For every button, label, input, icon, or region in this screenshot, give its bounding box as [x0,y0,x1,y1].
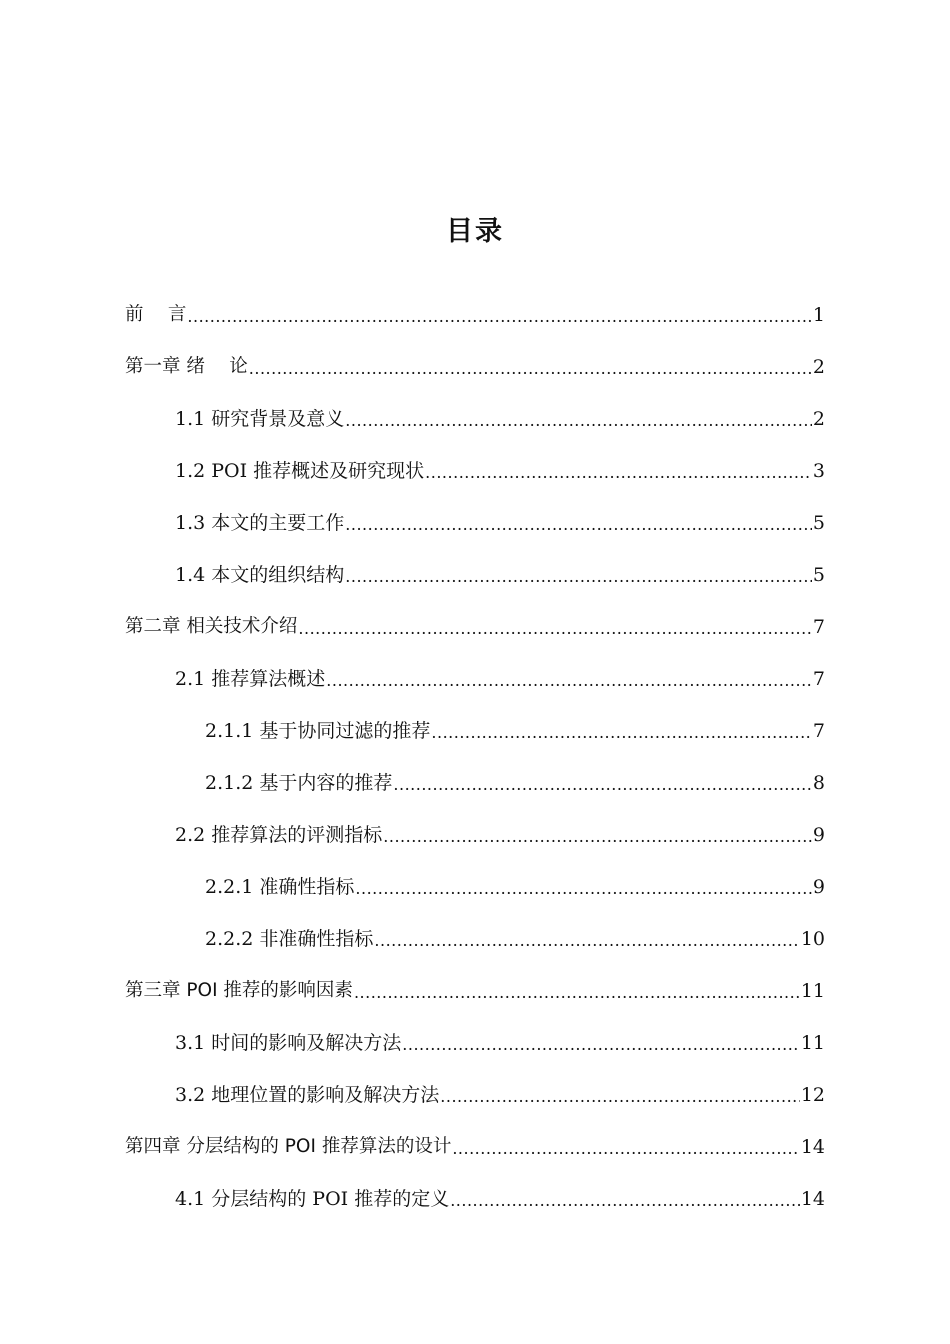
toc-entry-label: 第一章 绪 论 [125,356,248,377]
toc-dot-leader [249,358,812,380]
toc-entry-page: 8 [812,772,825,794]
toc-entry-page: 7 [812,616,825,638]
toc-entry-page: 9 [812,824,825,846]
toc-entry[interactable] [175,392,825,432]
toc-dot-leader [440,1086,800,1108]
toc-entry-page: 7 [812,720,825,742]
toc-title: 目录 [446,216,504,247]
toc-dot-leader [383,826,812,848]
toc-dot-leader [345,566,812,588]
toc-entry-page: 10 [800,928,825,950]
toc-dot-leader [402,1034,800,1056]
toc-entry[interactable] [175,1068,825,1108]
toc-entry-label: 1.1 研究背景及意义 [175,408,345,430]
toc-dot-leader [393,774,812,796]
toc-entry[interactable] [205,912,825,952]
toc-dot-leader [450,1190,800,1212]
toc-entry-label: 4.1 分层结构的 POI 推荐的定义 [175,1188,450,1210]
toc-entry-label: 2.2.2 非准确性指标 [205,928,374,950]
toc-entry[interactable] [175,1016,825,1056]
toc-entry-label: 2.1.2 基于内容的推荐 [205,772,393,794]
toc-dot-leader [374,930,799,952]
toc-dot-leader [298,618,812,640]
toc-dot-leader [345,514,812,536]
toc-entry-label: 1.4 本文的组织结构 [175,564,345,586]
toc-entry-page: 3 [812,460,825,482]
toc-entry-page: 5 [812,564,825,586]
toc-entry[interactable] [175,808,825,848]
toc-entry-label: 2.1.1 基于协同过滤的推荐 [205,720,431,742]
toc-entry[interactable] [125,288,825,328]
toc-entry-page: 9 [812,876,825,898]
toc-entry-label: 第四章 分层结构的 POI 推荐算法的设计 [125,1136,452,1157]
toc-entry-page: 14 [800,1136,825,1158]
toc-dot-leader [425,462,812,484]
toc-dot-leader [452,1138,799,1160]
toc-entry-label: 第三章 POI 推荐的影响因素 [125,980,353,1001]
toc-entry-label: 3.1 时间的影响及解决方法 [175,1032,402,1054]
toc-entry-label: 前 言 [125,304,187,325]
toc-entry[interactable] [175,652,825,692]
toc-entry[interactable] [125,340,825,380]
toc-entry[interactable] [175,496,825,536]
toc-dot-leader [187,306,812,328]
toc-entry[interactable] [125,1120,825,1160]
toc-entry[interactable] [175,548,825,588]
toc-entry-label: 1.2 POI 推荐概述及研究现状 [175,460,425,482]
toc-entry-label: 2.2 推荐算法的评测指标 [175,824,383,846]
toc-entry[interactable] [205,756,825,796]
toc-dot-leader [326,670,812,692]
toc-entry-page: 5 [812,512,825,534]
toc-entry-page: 2 [812,356,825,378]
toc-dot-leader [345,410,812,432]
toc-entry[interactable] [175,1172,825,1212]
toc-entry-page: 11 [800,1032,825,1054]
toc-entry-label: 2.2.1 准确性指标 [205,876,355,898]
toc-entry-page: 2 [812,408,825,430]
toc-entry-page: 12 [800,1084,825,1106]
toc-dot-leader [355,878,812,900]
toc-dot-leader [431,722,812,744]
toc-entry[interactable] [125,964,825,1004]
toc-entry[interactable] [125,600,825,640]
toc-entry-page: 11 [800,980,825,1002]
toc-entry[interactable] [205,704,825,744]
toc-entry[interactable] [205,860,825,900]
toc-entry-page: 14 [800,1188,825,1210]
toc-entry-page: 1 [812,304,825,326]
toc-entry-label: 2.1 推荐算法概述 [175,668,326,690]
toc-entry-label: 第二章 相关技术介绍 [125,616,298,637]
toc-entry[interactable] [175,444,825,484]
toc-dot-leader [354,982,800,1004]
toc-entry-page: 7 [812,668,825,690]
toc-entry-label: 3.2 地理位置的影响及解决方法 [175,1084,440,1106]
toc-entry-label: 1.3 本文的主要工作 [175,512,345,534]
